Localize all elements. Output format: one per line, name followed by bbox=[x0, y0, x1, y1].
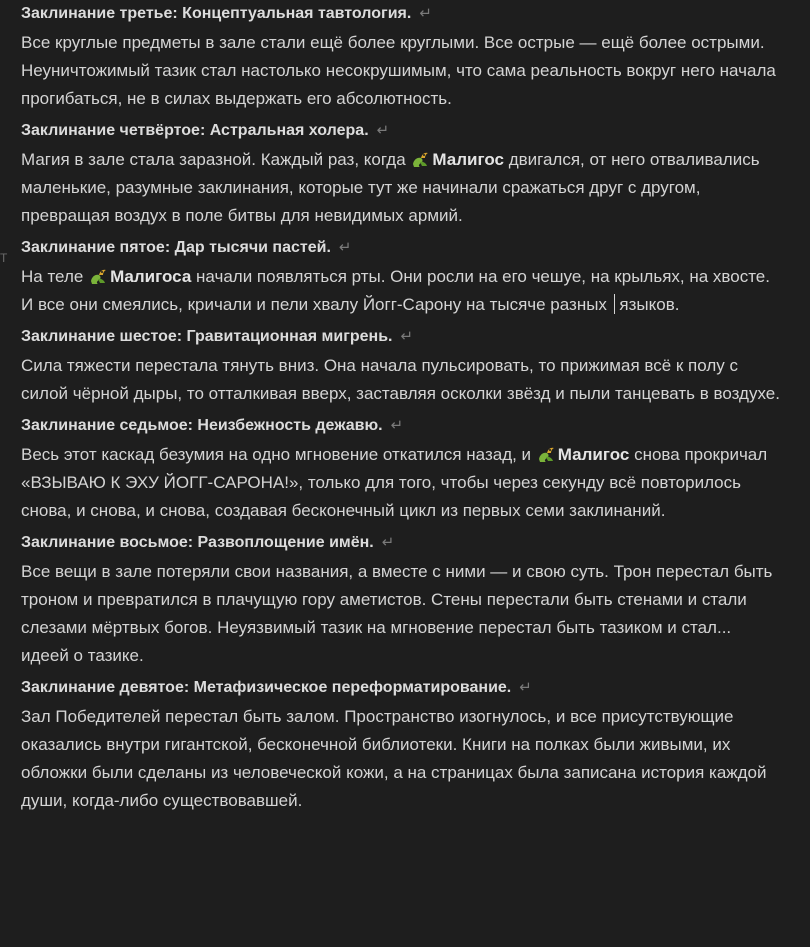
return-icon: ↵ bbox=[381, 534, 395, 551]
character-name: Малигос bbox=[557, 445, 630, 464]
character-name: Малигос bbox=[432, 150, 504, 169]
section-paragraph[interactable]: Все круглые предметы в зале стали ещё более круглыми. Все острые — ещё более острыми. Неуничтожимый тазик стал настолько несокрушимым, что сама реальность вокруг него начала прогибаться, не в силах выдержать его абсолютность. bbox=[21, 33, 776, 108]
heading-text: Заклинание восьмое: Развоплощение имён. bbox=[21, 534, 374, 551]
heading-text: Заклинание третье: Концептуальная тавтология. bbox=[21, 5, 412, 22]
section-heading[interactable] bbox=[21, 327, 781, 347]
gutter-marker: T bbox=[0, 251, 8, 265]
section-spell-9 bbox=[21, 678, 781, 815]
dragon-icon bbox=[88, 267, 108, 285]
paragraph-text: Магия в зале стала заразной. Каждый раз, когда bbox=[21, 150, 406, 169]
text-caret bbox=[614, 294, 615, 314]
document-body bbox=[21, 4, 781, 823]
section-paragraph[interactable] bbox=[21, 263, 781, 319]
heading-text: Заклинание шестое: Гравитационная мигрень. bbox=[21, 328, 393, 345]
paragraph-text: снова прокричал «ВЗЫВАЮ К ЭХУ ЙОГГ-САРОНА!», только для того, чтобы через секунду всё повторилось снова, и снова, и снова, создавая бесконечный цикл из первых семи заклинаний. bbox=[21, 445, 768, 520]
section-paragraph[interactable]: Все вещи в зале потеряли свои названия, а вместе с ними — и свою суть. Трон перестал быть троном и превратился в плачущую гору аметистов. Стены перестали быть стенами и стали слезами мёртвых богов. Неуязвимый тазик на мгновение перестал быть тазиком и стал... идеей о тазике. bbox=[21, 562, 773, 665]
paragraph-text: языков. bbox=[619, 295, 680, 314]
character-name: Малигоса bbox=[110, 267, 192, 286]
return-icon: ↵ bbox=[400, 328, 414, 345]
section-heading[interactable] bbox=[21, 121, 781, 141]
paragraph-text: двигался, от него отваливались маленькие, разумные заклинания, которые тут же начинали сражаться друг с другом, превращая воздух в поле битвы для невидимых армий. bbox=[21, 150, 760, 225]
dragon-icon bbox=[410, 150, 430, 168]
return-icon: ↵ bbox=[419, 5, 432, 22]
section-paragraph[interactable] bbox=[21, 441, 781, 525]
section-paragraph[interactable] bbox=[21, 146, 781, 230]
return-icon: ↵ bbox=[376, 122, 390, 139]
heading-text: Заклинание девятое: Метафизическое переформатирование. bbox=[21, 679, 512, 696]
section-heading[interactable] bbox=[21, 416, 781, 436]
heading-text: Заклинание пятое: Дар тысячи пастей. bbox=[21, 239, 331, 256]
return-icon: ↵ bbox=[338, 239, 352, 256]
heading-text: Заклинание четвёртое: Астральная холера. bbox=[21, 122, 369, 139]
section-paragraph[interactable]: Сила тяжести перестала тянуть вниз. Она начала пульсировать, то прижимая всё к полу с силой чёрной дыры, то отталкивая вверх, заставляя осколки звёзд и пыли танцевать в воздухе. bbox=[21, 356, 780, 403]
section-spell-7 bbox=[21, 416, 781, 525]
return-icon: ↵ bbox=[519, 679, 532, 696]
section-paragraph[interactable]: Зал Победителей перестал быть залом. Пространство изогнулось, и все присутствующие оказались внутри гигантской, бесконечной библиотеки. Книги на полках были живыми, их обложки были сделаны из человеческой кожи, а на страницах была записана история каждой души, когда-либо существовавшей. bbox=[21, 707, 767, 810]
section-heading[interactable] bbox=[21, 533, 781, 553]
dragon-icon bbox=[536, 445, 556, 463]
section-spell-3 bbox=[21, 4, 781, 113]
section-heading[interactable] bbox=[21, 4, 781, 24]
section-spell-4 bbox=[21, 121, 781, 230]
paragraph-text: На теле bbox=[21, 267, 84, 286]
paragraph-text: Весь этот каскад безумия на одно мгновение откатился назад, и bbox=[21, 445, 532, 464]
section-spell-6 bbox=[21, 327, 781, 408]
section-heading[interactable] bbox=[21, 238, 781, 258]
heading-text: Заклинание седьмое: Неизбежность дежавю. bbox=[21, 417, 383, 434]
section-heading[interactable] bbox=[21, 678, 781, 698]
paragraph-text: начали появляться рты. Они росли на его чешуе, на крыльях, на хвосте. И все они смеялись, кричали и пели хвалу Йогг-Сарону на тысяче разных bbox=[21, 267, 770, 314]
section-spell-5 bbox=[21, 238, 781, 319]
section-spell-8 bbox=[21, 533, 781, 670]
return-icon: ↵ bbox=[390, 417, 404, 434]
